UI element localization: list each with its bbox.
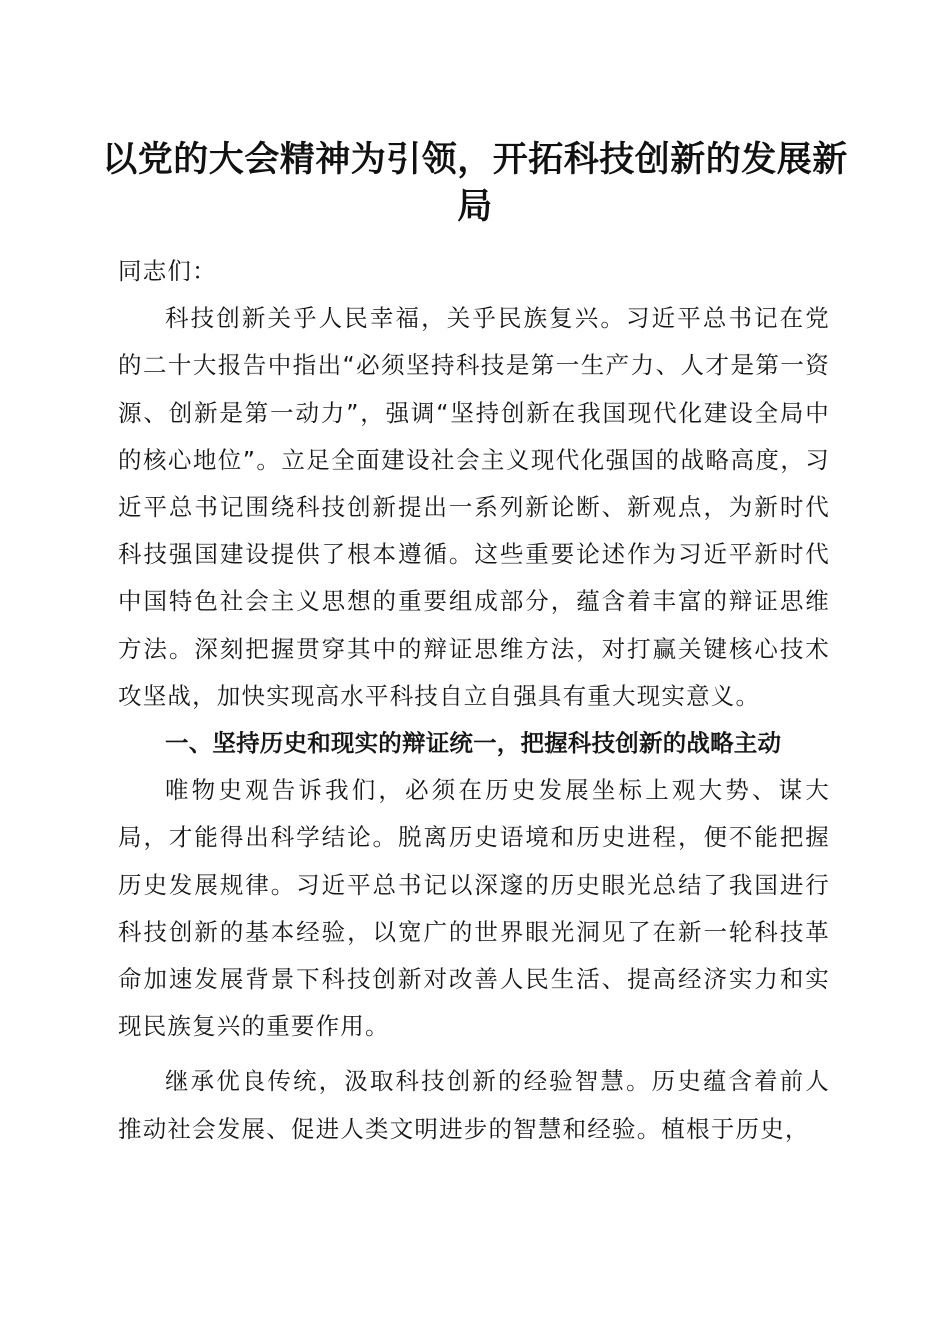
paragraph-section-1-continued: 继承优良传统，汲取科技创新的经验智慧。历史蕴含着前人推动社会发展、促进人类文明进步的智慧和经验。植根于历史， — [118, 1067, 830, 1143]
salutation: 同志们： — [118, 257, 217, 285]
document-title: 以党的大会精神为引领，开拓科技创新的发展新局 — [102, 139, 848, 227]
document-body — [118, 248, 830, 1153]
section-heading-1: 一、坚持历史和现实的辩证统一，把握科技创新的战略主动 — [165, 729, 782, 758]
paragraph-intro: 科技创新关乎人民幸福，关乎民族复兴。习近平总书记在党的二十大报告中指出“必须坚持科技是第一生产力、人才是第一资源、创新是第一动力”，强调“坚持创新在我国现代化建设全局中的核心地位”。立足全面建设社会主义现代化强国的战略高度，习近平总书记围绕科技创新提出一系列新论断、新观点，为新时代科技强国建设提供了根本遵循。这些重要论述作为习近平新时代中国特色社会主义思想的重要组成部分，蕴含着丰富的辩证思维方法。深刻把握贯穿其中的辩证思维方法，对打赢关键核心技术攻坚战，加快实现高水平科技自立自强具有重大现实意义。 — [118, 304, 830, 710]
paragraph-section-1: 唯物史观告诉我们，必须在历史发展坐标上观大势、谋大局，才能得出科学结论。脱离历史语境和历史进程，便不能把握历史发展规律。习近平总书记以深邃的历史眼光总结了我国进行科技创新的基本经验，以宽广的世界眼光洞见了在新一轮科技革命加速发展背景下科技创新对改善人民生活、提高经济实力和实现民族复兴的重要作用。 — [118, 776, 830, 1041]
